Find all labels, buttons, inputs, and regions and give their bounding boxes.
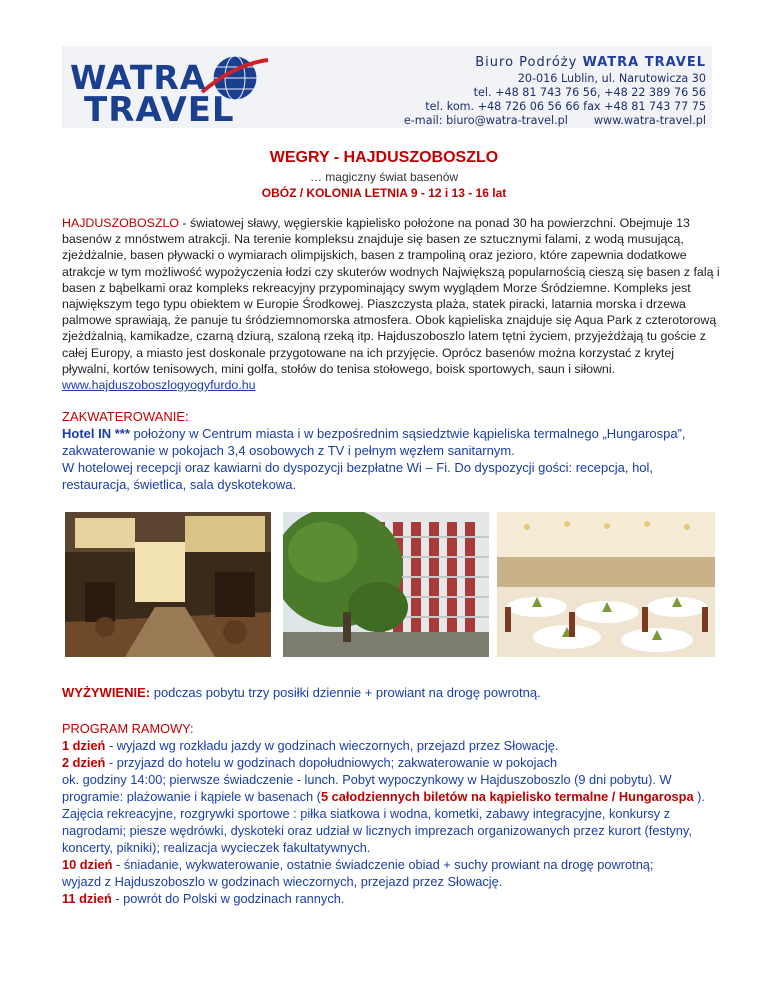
day-10 <box>62 856 722 873</box>
food-heading: WYŻYWIENIE: <box>62 685 151 700</box>
accommodation-heading <box>62 408 722 425</box>
intro-text: - światowej sławy, węgierskie kąpielisko położone na ponad 30 ha powierzchni. Obejmuje 13 basenów z mnóstwem atrakcji. Na terenie kompleksu znajduje się basen ze sztucznymi falami, z wodą musującą, zjeżdżalnie, basen pływacki o wymiarach olimpijskich, basen z trampoliną oraz jezioro, które zapewnia dodatkowe atrakcje w tym możliwość wypożyczenia łodzi czy skuterów wodnych Największą popularnością cieszą się basen z falą i basen z bąbelkami oraz kompleks rekreacyjny przypominający swym wyglądem Morze Śródziemne. Kompleks jest największym tego typu obiektem w Europie Środkowej. Piaszczysta plaża, statek piracki, latarnia morska i drzewa palmowe sprawiają, że panuje tu śródziemnomorska atmosfera. Obok kąpieliska znajduje się Aqua Park z czterotorową zjeżdżalnią, kamikadze, czarną dziurą, szaloną rzeką itp. Hajduszoboszlo latem tętni życiem, przyjeżdżają tu goście z całej Europy, a miasto jest doskonale przygotowane na ich przyjęcie. Oprócz basenów można korzystać z krytej pływalni, kortów tenisowych, mini golfa, stołów do tenisa stołowego, boisk sportowych, saun i siłowni. <box>62 216 720 376</box>
day-11-label: 11 dzień <box>62 891 112 906</box>
day-2-label: 2 dzień <box>62 755 106 770</box>
day-11 <box>62 890 722 907</box>
intro-lead: HAJDUSZOBOSZLO <box>62 216 180 230</box>
program-section <box>62 720 722 907</box>
day-1-label: 1 dzień <box>62 738 106 753</box>
photo-hotel-building <box>283 512 489 657</box>
company-line <box>366 56 706 70</box>
spa-link[interactable]: www.hajduszoboszlogyogyfurdo.hu <box>62 378 256 393</box>
day-2-text-3: ). Zajęcia rekreacyjne, rozgrywki sportowe : piłka siatkowa i wodna, kometki, zabawy integracyjne, konkursy z nagrodami; piesze wędrówki, dyskoteki oraz udział w licznych imprezach organizowanych przez kurort (festyny, koncerty, pikniki); realizacja wycieczek fakultatywnych. <box>62 789 705 855</box>
day-1-text: - wyjazd wg rozkładu jazdy w godzinach wieczornych, przejazd przez Słowację. <box>105 738 559 753</box>
hotel-text: położony w Centrum miasta i w bezpośrednim sąsiedztwie kąpieliska termalnego „Hungarospa”, zakwaterowanie w pokojach 3,4 osobowych z TV i pełnym węzłem sanitarnym. <box>62 426 686 458</box>
food-section <box>62 684 722 701</box>
company-prefix: Biuro Podróży <box>475 55 583 70</box>
photo-restaurant <box>497 512 715 657</box>
hotel-photos <box>65 512 715 657</box>
logo-watra: WATRA <box>70 58 207 97</box>
subtitle: … magiczny świat basenów <box>309 170 459 184</box>
hotel-name: Hotel IN *** <box>62 426 130 441</box>
email[interactable]: e-mail: biuro@watra-travel.pl <box>403 114 568 127</box>
website[interactable]: www.watra-travel.pl <box>593 114 706 127</box>
contact-block <box>366 56 706 128</box>
accommodation-colon: : <box>185 409 189 424</box>
accommodation-heading-text: ZAKWATEROWANIE <box>62 409 186 424</box>
day-2-details <box>62 771 722 856</box>
hotel-amenities: W hotelowej recepcji oraz kawiarni do dyspozycji bezpłatne Wi – Fi. Do dyspozycji gości: recepcja, hol, restauracja, świetlica, sala dyskotekowa. <box>62 460 654 492</box>
page-title: WEGRY - HAJDUSZOBOSZLO <box>269 149 499 166</box>
day-2 <box>62 754 722 771</box>
address: 20-016 Lublin, ul. Narutowicza 30 <box>517 72 706 85</box>
company-logo <box>70 50 285 130</box>
phone: tel. +48 81 743 76 56, +48 22 389 76 56 <box>473 86 706 99</box>
food-text: podczas pobytu trzy posiłki dziennie + prowiant na drogę powrotną. <box>150 685 541 700</box>
day-1 <box>62 737 722 754</box>
title-block <box>0 149 768 200</box>
day-10-label: 10 dzień <box>62 857 113 872</box>
day-2-text-2: ok. godziny 14:00; pierwsze świadczenie - lunch. Pobyt wypoczynkowy w Hajduszoboszlo (9 dni pobytu). W programie: plażowanie i kąpiele w basenach ( <box>62 772 672 804</box>
accommodation-section <box>62 408 722 493</box>
day-10-text: - śniadanie, wykwaterowanie, ostatnie świadczenie obiad + suchy prowiant na drogę powrotną; <box>112 857 654 872</box>
day-2-text: - przyjazd do hotelu w godzinach dopołudniowych; zakwaterowanie w pokojach <box>105 755 558 770</box>
hotel-description <box>62 425 722 459</box>
day-11-text: - powrót do Polski w godzinach rannych. <box>111 891 345 906</box>
program-heading <box>62 720 722 737</box>
program-heading-text: PROGRAM RAMOWY <box>62 721 190 736</box>
logo-travel: TRAVEL <box>84 90 235 130</box>
company-name: WATRA TRAVEL <box>582 55 706 70</box>
day-2-tickets: 5 całodziennych biletów na kąpielisko termalne / Hungarospa <box>320 789 694 804</box>
day-10-departure: wyjazd z Hajduszoboszlo w godzinach wieczornych, przejazd przez Słowację. <box>62 874 503 889</box>
program-colon: : <box>189 721 194 736</box>
intro-paragraph <box>62 215 722 393</box>
photo-cafe <box>65 512 271 657</box>
mobile-fax: tel. kom. +48 726 06 56 66 fax +48 81 743 77 75 <box>425 100 706 113</box>
camp-info: OBÓZ / KOLONIA LETNIA 9 - 12 i 13 - 16 lat <box>261 186 507 200</box>
email-row <box>366 114 706 128</box>
